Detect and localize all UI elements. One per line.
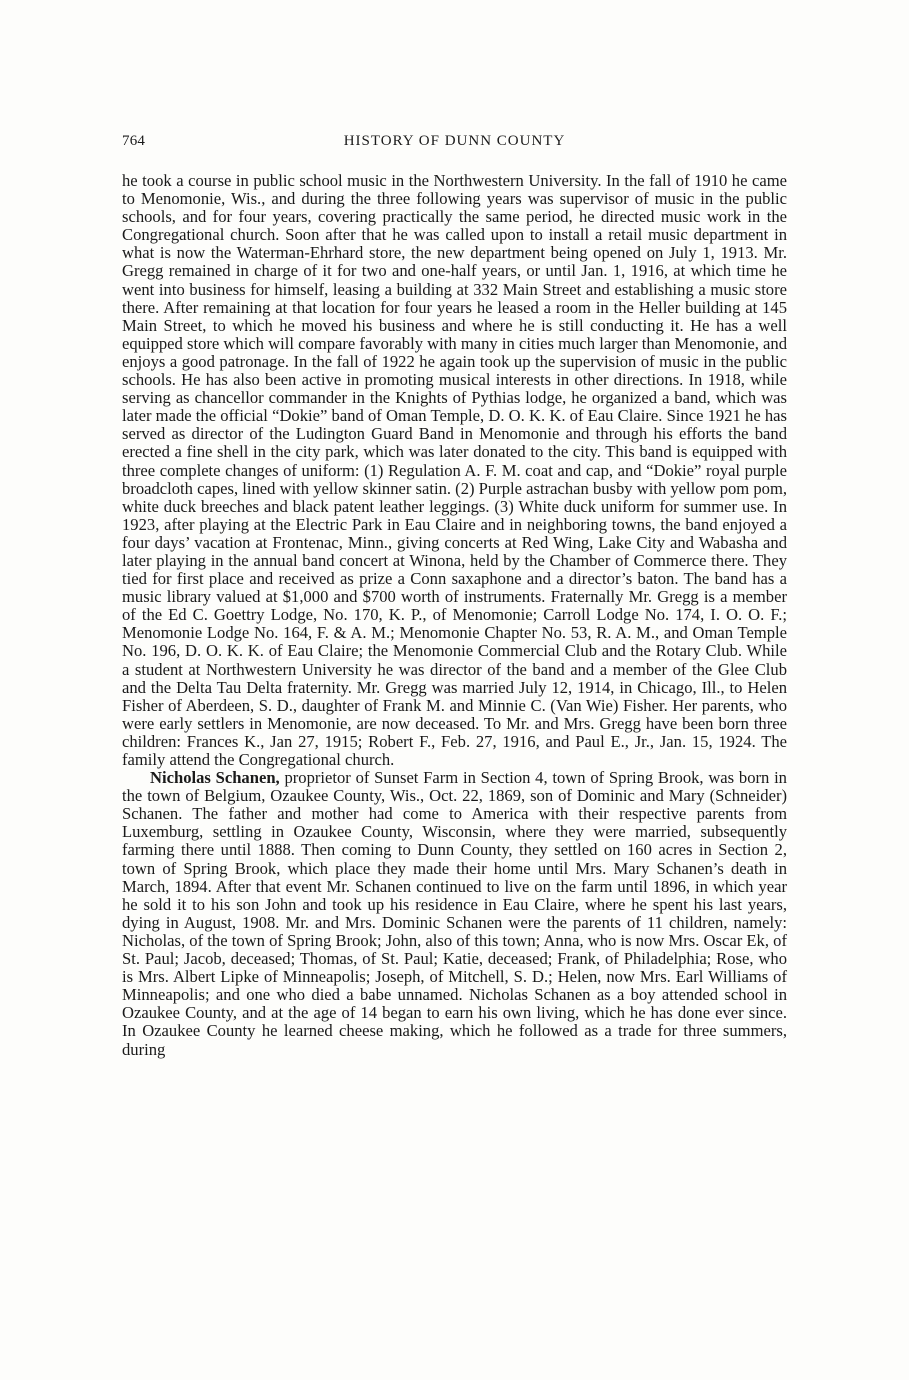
paragraph-gregg-biography-continued: he took a course in public school music in the Northwestern University. In the fall of 1910 he came to Menomonie, Wis., and during the three following years was supervisor of music in the public schools, and for four years, covering practically the same period, he directed music work in the Congregational church. Soon after that he was called upon to install a retail music department in what is now the Waterman-Ehrhard store, the new department being opened on July 1, 1913. Mr. Gregg remained in charge of it for two and one-half years, or until Jan. 1, 1916, at which time he went into business for himself, leasing a building at 332 Main Street and establishing a music store there. After remaining at that location for four years he leased a room in the Heller building at 145 Main Street, to which he moved his business and where he is still conducting it. He has a well equipped store which will compare favorably with many in cities much larger than Menomonie, and enjoys a good patronage. In the fall of 1922 he again took up the supervision of music in the public schools. He has also been active in promoting musical interests in other directions. In 1918, while serving as chancellor commander in the Knights of Pythias lodge, he organized a band, which was later made the official “Dokie” band of Oman Temple, D. O. K. K. of Eau Claire. Since 1921 he has served as director of the Ludington Guard Band in Menomonie and through his efforts the band erected a fine shell in the city park, which was later donated to the city. This band is equipped with three complete changes of uniform: (1) Regulation A. F. M. coat and cap, and “Dokie” royal purple broadcloth capes, lined with yellow skinner satin. (2) Purple astrachan busby with yellow pom pom, white duck breeches and black patent leather leggings. (3) White duck uniform for summer use. In 1923, after playing at the Electric Park in Eau Claire and in neighboring towns, the band enjoyed a four days’ vacation at Frontenac, Minn., giving concerts at Red Wing, Lake City and Wabasha and later playing in the annual band concert at Winona, held by the Chamber of Commerce there. They tied for first place and received as prize a Conn saxaphone and a director’s baton. The band has a music library valued at $1,000 and $700 worth of instruments. Fraternally Mr. Gregg is a member of the Ed C. Goettry Lodge, No. 170, K. P., of Menomonie; Carroll Lodge No. 174, I. O. O. F.; Menomonie Lodge No. 164, F. & A. M.; Menomonie Chapter No. 53, R. A. M., and Oman Temple No. 196, D. O. K. K. of Eau Claire; the Menomonie Commercial Club and the Rotary Club. While a student at Northwestern University he was director of the band and a member of the Glee Club and the Delta Tau Delta fraternity. Mr. Gregg was married July 12, 1914, in Chicago, Ill., to Helen Fisher of Aberdeen, S. D., daughter of Frank M. and Minnie C. (Van Wie) Fisher. Her parents, who were early settlers in Menomonie, are now deceased. To Mr. and Mrs. Gregg have been born three children: Frances K., Jan 27, 1915; Robert F., Feb. 27, 1916, and Paul E., Jr., Jan. 15, 1924. The family attend the Congregational church. xyxy=(122,171,787,769)
paragraph-text: proprietor of Sunset Farm in Section 4, town of Spring Brook, was born in the town of Belgium, Ozaukee County, Wis., Oct. 22, 1869, son of Dominic and Mary (Schneider) Schanen. The father and mother had come to America with their respective parents from Luxemburg, settling in Ozaukee County, Wisconsin, where they were married, subsequently farming there until 1888. Then coming to Dunn County, they settled on 160 acres in Section 2, town of Spring Brook, which place they made their home until Mrs. Mary Schanen’s death in March, 1894. After that event Mr. Schanen continued to live on the farm until 1896, in which year he sold it to his son John and took up his residence in Eau Claire, where he spent his last years, dying in August, 1908. Mr. and Mrs. Dominic Schanen were the parents of 11 children, namely: Nicholas, of the town of Spring Brook; John, also of this town; Anna, who is now Mrs. Oscar Ek, of St. Paul; Jacob, deceased; Thomas, of St. Paul; Katie, deceased; Frank, of Philadelphia; Rose, who is Mrs. Albert Lipke of Minneapolis; Joseph, of Mitchell, S. D.; Helen, now Mrs. Earl Williams of Minneapolis; and one who died a babe unnamed. Nicholas Schanen as a boy attended school in Ozaukee County, and at the age of 14 began to earn his own living, which he has done ever since. In Ozaukee County he learned cheese making, which he followed as a trade for three summers, during xyxy=(122,768,787,1059)
body-text xyxy=(122,172,787,1059)
page-header xyxy=(122,133,787,155)
page-number: 764 xyxy=(122,133,146,149)
biography-subject-name: Nicholas Schanen, xyxy=(150,768,280,788)
paragraph-nicholas-schanen xyxy=(122,769,787,1059)
running-title: HISTORY OF DUNN COUNTY xyxy=(343,133,566,149)
